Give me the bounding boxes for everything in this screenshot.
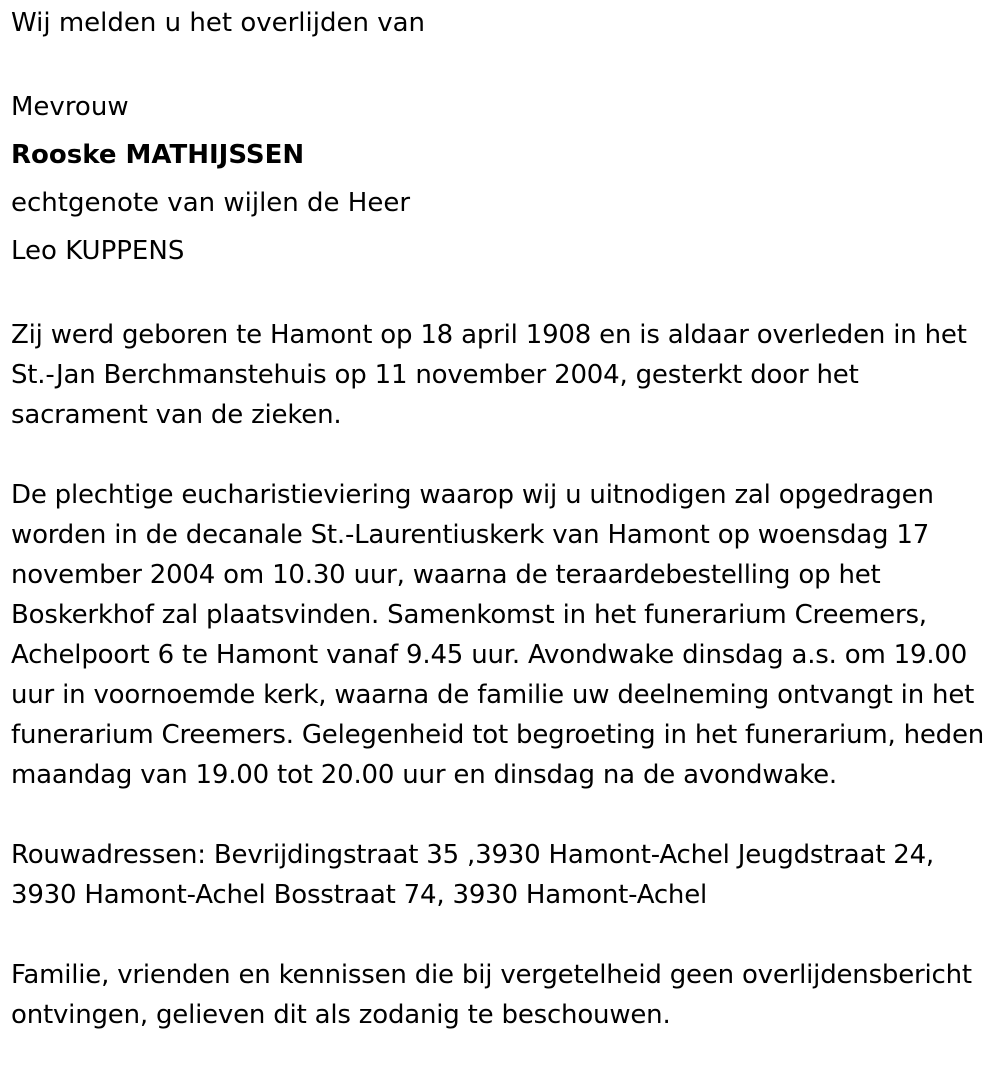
birth-death-paragraph: Zij werd geboren te Hamont op 18 april 1908 en is aldaar overleden in het St.-Jan Berchmanstehuis op 11 november 2004, gesterkt door het sacrament van de zieken. — [11, 320, 967, 430]
death-notice — [11, 3, 996, 1035]
closing-paragraph: Familie, vrienden en kennissen die bij vergetelheid geen overlijdensbericht ontvingen, gelieven dit als zodanig te beschouwen. — [11, 960, 972, 1030]
addresses-paragraph: Rouwadressen: Bevrijdingstraat 35 ,3930 Hamont-Achel Jeugdstraat 24, 3930 Hamont-Achel Bosstraat 74, 3930 Hamont-Achel — [11, 840, 934, 910]
deceased-name: Rooske MATHIJSSEN — [11, 140, 305, 170]
deceased-block — [11, 83, 996, 275]
relation-text: echtgenote van wijlen de Heer — [11, 188, 411, 218]
ceremony-paragraph: De plechtige eucharistieviering waarop wij u uitnodigen zal opgedragen worden in de decanale St.-Laurentiuskerk van Hamont op woensdag 17 november 2004 om 10.30 uur, waarna de teraardebestelling op het Boskerkhof zal plaatsvinden. Samenkomst in het funerarium Creemers, Achelpoort 6 te Hamont vanaf 9.45 uur. Avondwake dinsdag a.s. om 19.00 uur in voornoemde kerk, waarna de familie uw deelneming ontvangt in het funerarium Creemers. Gelegenheid tot begroeting in het funerarium, heden maandag van 19.00 tot 20.00 uur en dinsdag na de avondwake. — [11, 480, 985, 790]
spouse-name: Leo KUPPENS — [11, 236, 185, 266]
intro-text: Wij melden u het overlijden van — [11, 8, 426, 38]
honorific: Mevrouw — [11, 92, 129, 122]
